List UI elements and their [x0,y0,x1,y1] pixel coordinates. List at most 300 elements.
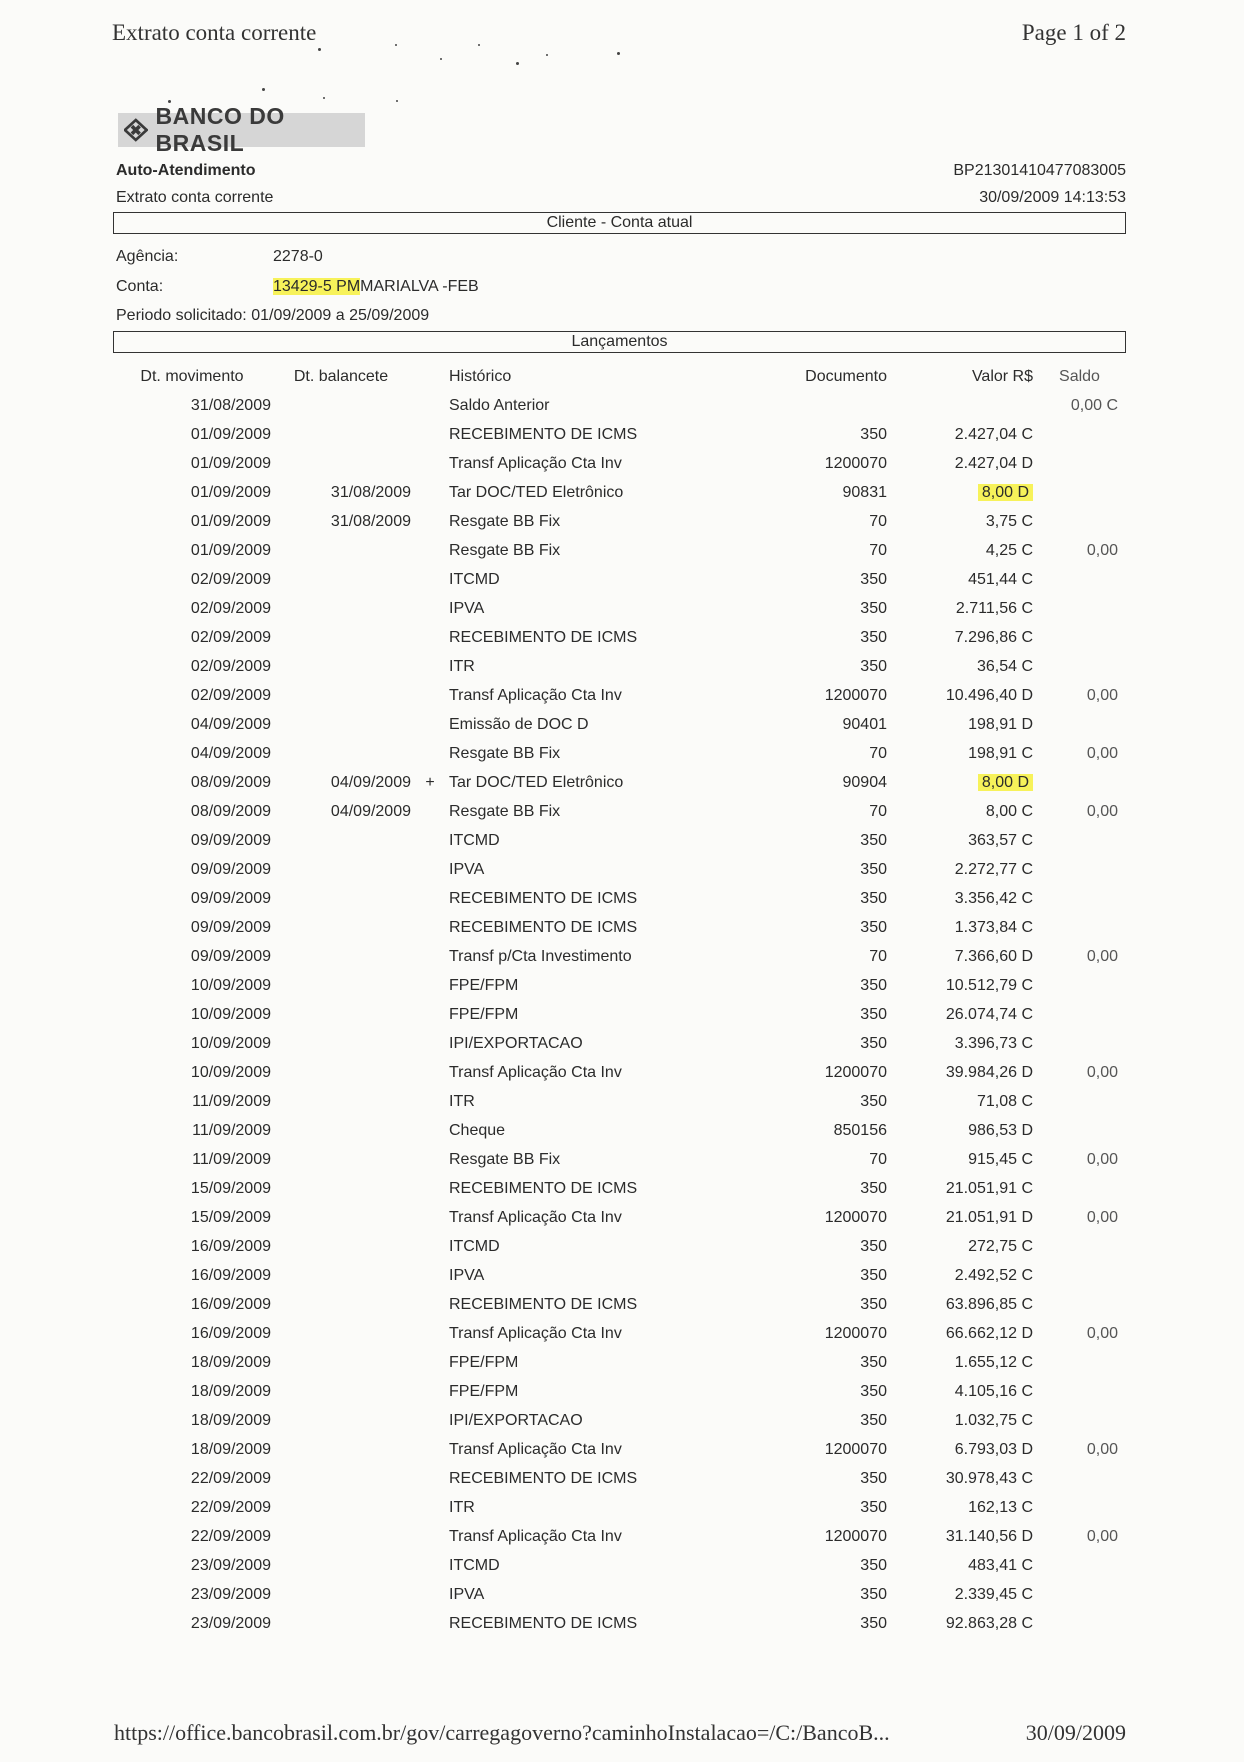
documento-text: 350 [860,1353,887,1371]
cell-saldo [1033,536,1126,565]
cell-mark [411,1377,449,1406]
cell-valor [887,681,1033,710]
cell-valor [887,1145,1033,1174]
table-row [113,739,1126,768]
dt-movimento-text: 09/09/2009 [190,918,271,936]
cell-dt-movimento [113,942,271,971]
cell-documento [749,1464,887,1493]
cell-dt-movimento [113,1145,271,1174]
cell-historico [449,1116,749,1145]
cell-dt-balancete [271,1493,411,1522]
cell-valor [887,1609,1033,1638]
dt-movimento-text: 11/09/2009 [192,1121,271,1139]
cell-valor [887,652,1033,681]
historico-text: FPE/FPM [449,1005,519,1023]
bank-logo-icon [124,118,148,142]
dt-balancete-text: 31/08/2009 [330,512,411,530]
documento-text: 350 [860,1411,887,1429]
documento-text: 1200070 [824,1527,887,1545]
saldo-text: 0,00 [1086,1527,1118,1545]
cell-documento [749,1406,887,1435]
cell-historico [449,1464,749,1493]
documento-text: 90831 [842,483,887,501]
cell-historico [449,797,749,826]
documento-text: 1200070 [824,1324,887,1342]
cell-saldo [1033,652,1126,681]
cell-saldo [1033,1377,1126,1406]
documento-text: 1200070 [824,686,887,704]
documento-text: 350 [860,831,887,849]
cell-documento [749,1000,887,1029]
saldo-text: 0,00 [1086,686,1118,704]
table-row [113,1290,1126,1319]
saldo-text: 0,00 [1086,1324,1118,1342]
dt-movimento-text: 22/09/2009 [190,1498,271,1516]
table-row [113,449,1126,478]
documento-text: 350 [860,1614,887,1632]
cell-documento [749,449,887,478]
documento-text: 350 [860,570,887,588]
dt-movimento-text: 16/09/2009 [190,1266,271,1284]
mark-text: + [425,773,435,791]
historico-text: Transf p/Cta Investimento [449,947,632,965]
table-row [113,1319,1126,1348]
cell-valor [887,1377,1033,1406]
cell-dt-balancete [271,565,411,594]
cell-valor [887,1261,1033,1290]
period-label: Periodo solicitado: [116,307,247,324]
cell-mark [411,1551,449,1580]
cell-dt-movimento [113,739,271,768]
cell-historico [449,1203,749,1232]
saldo-text: 0,00 [1086,1150,1118,1168]
cell-dt-balancete [271,1522,411,1551]
dt-movimento-text: 02/09/2009 [190,570,271,588]
cell-dt-balancete [271,681,411,710]
cell-mark [411,1493,449,1522]
cell-valor [887,971,1033,1000]
cell-documento [749,652,887,681]
table-row [113,1000,1126,1029]
documento-text: 90904 [842,773,887,791]
printed-timestamp: 30/09/2009 14:13:53 [979,189,1126,206]
cell-valor [887,1319,1033,1348]
dt-movimento-text: 09/09/2009 [190,889,271,907]
cell-valor [887,884,1033,913]
historico-text: Transf Aplicação Cta Inv [449,1324,622,1342]
cell-mark [411,1435,449,1464]
cell-dt-movimento [113,1551,271,1580]
dt-movimento-text: 22/09/2009 [190,1527,271,1545]
cell-saldo [1033,739,1126,768]
table-row [113,1232,1126,1261]
valor-text: 363,57 C [968,831,1033,849]
entries-section-header: Lançamentos [113,331,1126,353]
cell-mark [411,1464,449,1493]
dt-movimento-text: 31/08/2009 [190,396,271,414]
cell-saldo [1033,1522,1126,1551]
documento-text: 70 [869,802,887,820]
cell-historico [449,739,749,768]
entries-body [113,391,1126,1638]
documento-text: 70 [869,512,887,530]
documento-text: 70 [869,541,887,559]
cell-documento [749,1609,887,1638]
footer-date: 30/09/2009 [1025,1720,1126,1745]
cell-dt-movimento [113,449,271,478]
documento-text: 350 [860,1585,887,1603]
cell-historico [449,768,749,797]
cell-mark [411,1580,449,1609]
cell-dt-movimento [113,1406,271,1435]
dt-movimento-text: 01/09/2009 [190,425,271,443]
cell-historico [449,913,749,942]
dt-movimento-text: 02/09/2009 [190,657,271,675]
cell-dt-balancete [271,652,411,681]
cell-saldo [1033,1609,1126,1638]
cell-dt-movimento [113,1522,271,1551]
conta-label: Conta: [116,278,164,295]
cell-mark [411,478,449,507]
cell-dt-movimento [113,1174,271,1203]
cell-saldo [1033,1580,1126,1609]
documento-text: 850156 [833,1121,887,1139]
cell-documento [749,1116,887,1145]
cell-saldo [1033,1406,1126,1435]
saldo-text: 0,00 [1086,802,1118,820]
cell-mark [411,942,449,971]
valor-text: 66.662,12 D [945,1324,1033,1342]
cell-documento [749,1261,887,1290]
valor-text: 272,75 C [968,1237,1033,1255]
valor-text: 483,41 C [968,1556,1033,1574]
cell-saldo [1033,1087,1126,1116]
valor-text: 39.984,26 D [945,1063,1033,1081]
historico-text: RECEBIMENTO DE ICMS [449,628,638,646]
valor-text: 71,08 C [976,1092,1033,1110]
cell-mark [411,1261,449,1290]
valor-text: 31.140,56 D [945,1527,1033,1545]
cell-saldo [1033,1464,1126,1493]
scan-speck [323,97,325,99]
cell-valor [887,1348,1033,1377]
col-header-dt-balancete: Dt. balancete [293,367,389,385]
cell-documento [749,1232,887,1261]
period [116,307,429,325]
cell-dt-balancete [271,507,411,536]
table-row [113,1435,1126,1464]
historico-text: ITR [449,1498,475,1516]
cell-dt-balancete [271,1145,411,1174]
documento-text: 350 [860,918,887,936]
historico-text: Saldo Anterior [449,396,550,414]
historico-text: IPVA [449,860,485,878]
cell-valor [887,623,1033,652]
cell-dt-balancete [271,971,411,1000]
cell-dt-movimento [113,1609,271,1638]
cell-historico [449,1232,749,1261]
cell-saldo [1033,1000,1126,1029]
cell-saldo [1033,768,1126,797]
cell-dt-movimento [113,1377,271,1406]
cell-documento [749,913,887,942]
cell-valor [887,1406,1033,1435]
cell-dt-balancete [271,1377,411,1406]
cell-valor [887,1203,1033,1232]
documento-text: 350 [860,599,887,617]
cell-valor [887,391,1033,420]
cell-saldo [1033,507,1126,536]
cell-historico [449,478,749,507]
table-row [113,768,1126,797]
valor-text: 63.896,85 C [945,1295,1033,1313]
cell-valor [887,507,1033,536]
documento-text: 350 [860,425,887,443]
cell-saldo [1033,594,1126,623]
valor-text: 451,44 C [968,570,1033,588]
cell-dt-balancete [271,855,411,884]
cell-dt-balancete [271,623,411,652]
cell-documento [749,594,887,623]
cell-historico [449,1174,749,1203]
historico-text: RECEBIMENTO DE ICMS [449,1469,638,1487]
cell-historico [449,391,749,420]
cell-documento [749,1058,887,1087]
valor-text: 8,00 D [978,774,1033,791]
cell-mark [411,1232,449,1261]
cell-documento [749,1348,887,1377]
table-row [113,942,1126,971]
historico-text: Transf Aplicação Cta Inv [449,1440,622,1458]
historico-text: IPVA [449,1585,485,1603]
cell-valor [887,1174,1033,1203]
col-header-saldo: Saldo [1059,367,1100,385]
bank-logo [118,103,365,156]
cell-historico [449,971,749,1000]
cell-documento [749,565,887,594]
conta-number: 13429-5 PM [273,278,361,295]
bank-logo-text: BANCO DO BRASIL [155,103,285,156]
historico-text: Tar DOC/TED Eletrônico [449,483,624,501]
table-row [113,1029,1126,1058]
cell-historico [449,536,749,565]
valor-text: 915,45 C [968,1150,1033,1168]
dt-movimento-text: 23/09/2009 [190,1585,271,1603]
documento-text: 350 [860,889,887,907]
valor-text: 8,00 C [985,802,1033,820]
documento-text: 350 [860,1498,887,1516]
cell-valor [887,1435,1033,1464]
saldo-text: 0,00 [1086,1063,1118,1081]
cell-documento [749,710,887,739]
documento-text: 350 [860,1295,887,1313]
cell-dt-movimento [113,623,271,652]
valor-text: 3.356,42 C [954,889,1033,907]
cell-saldo [1033,623,1126,652]
cell-mark [411,1609,449,1638]
dt-movimento-text: 02/09/2009 [190,686,271,704]
cell-dt-movimento [113,681,271,710]
table-row [113,1406,1126,1435]
saldo-text: 0,00 [1086,541,1118,559]
scan-speck [318,48,321,51]
cell-saldo [1033,1435,1126,1464]
valor-text: 162,13 C [968,1498,1033,1516]
cell-documento [749,1029,887,1058]
cell-dt-balancete [271,1232,411,1261]
valor-text: 986,53 D [968,1121,1033,1139]
historico-text: ITCMD [449,1556,500,1574]
cell-dt-movimento [113,652,271,681]
table-row [113,1522,1126,1551]
valor-text: 2.339,45 C [954,1585,1033,1603]
cell-historico [449,420,749,449]
cell-documento [749,1290,887,1319]
cell-valor [887,1058,1033,1087]
documento-text: 350 [860,657,887,675]
col-header-valor: Valor R$ [971,367,1033,385]
cell-mark [411,507,449,536]
dt-movimento-text: 15/09/2009 [190,1179,271,1197]
cell-documento [749,391,887,420]
dt-movimento-text: 16/09/2009 [190,1237,271,1255]
scan-speck [395,44,397,46]
cell-valor [887,710,1033,739]
entries-table [113,362,1126,1638]
cell-dt-balancete [271,1174,411,1203]
cell-historico [449,1319,749,1348]
agencia-label: Agência: [116,248,179,265]
table-row [113,478,1126,507]
col-header-historico: Histórico [449,367,512,385]
valor-text: 26.074,74 C [945,1005,1033,1023]
historico-text: RECEBIMENTO DE ICMS [449,425,638,443]
cell-dt-movimento [113,913,271,942]
documento-text: 70 [869,744,887,762]
cell-saldo [1033,710,1126,739]
cell-saldo [1033,1058,1126,1087]
cell-saldo [1033,1319,1126,1348]
cell-dt-movimento [113,1116,271,1145]
documento-text: 350 [860,628,887,646]
conta-name: MARIALVA -FEB [360,278,479,295]
cell-valor [887,478,1033,507]
cell-dt-movimento [113,884,271,913]
table-row [113,971,1126,1000]
cell-documento [749,1174,887,1203]
cell-dt-balancete [271,420,411,449]
cell-saldo [1033,1290,1126,1319]
saldo-text: 0,00 C [1070,396,1118,414]
cell-mark [411,1000,449,1029]
historico-text: FPE/FPM [449,1382,519,1400]
cell-dt-balancete [271,1464,411,1493]
scan-speck [396,100,398,102]
cell-dt-movimento [113,1580,271,1609]
cell-saldo [1033,1493,1126,1522]
client-section-header: Cliente - Conta atual [113,212,1126,234]
cell-dt-balancete [271,1435,411,1464]
cell-dt-balancete [271,1087,411,1116]
cell-dt-movimento [113,1348,271,1377]
cell-historico [449,565,749,594]
table-row [113,826,1126,855]
dt-movimento-text: 18/09/2009 [190,1411,271,1429]
cell-dt-balancete [271,1348,411,1377]
cell-mark [411,1406,449,1435]
cell-valor [887,826,1033,855]
cell-dt-balancete [271,797,411,826]
valor-text: 10.512,79 C [945,976,1033,994]
historico-text: IPI/EXPORTACAO [449,1411,583,1429]
service-name: Auto-Atendimento [116,162,256,179]
dt-movimento-text: 23/09/2009 [190,1614,271,1632]
cell-valor [887,1000,1033,1029]
dt-movimento-text: 08/09/2009 [190,802,271,820]
cell-documento [749,507,887,536]
dt-movimento-text: 01/09/2009 [190,454,271,472]
cell-documento [749,1493,887,1522]
cell-mark [411,739,449,768]
cell-valor [887,594,1033,623]
documento-text: 70 [869,1150,887,1168]
cell-historico [449,1522,749,1551]
cell-historico [449,1348,749,1377]
cell-saldo [1033,1551,1126,1580]
statement-type: Extrato conta corrente [116,189,274,206]
cell-dt-movimento [113,1319,271,1348]
cell-valor [887,1493,1033,1522]
cell-saldo [1033,1174,1126,1203]
historico-text: Transf Aplicação Cta Inv [449,1527,622,1545]
dt-movimento-text: 10/09/2009 [190,1034,271,1052]
cell-mark [411,971,449,1000]
cell-saldo [1033,1116,1126,1145]
cell-saldo [1033,565,1126,594]
historico-text: ITR [449,1092,475,1110]
dt-movimento-text: 02/09/2009 [190,599,271,617]
historico-text: IPI/EXPORTACAO [449,1034,583,1052]
cell-historico [449,855,749,884]
cell-valor [887,913,1033,942]
table-row [113,1464,1126,1493]
cell-historico [449,623,749,652]
valor-text: 8,00 D [978,484,1033,501]
table-row [113,623,1126,652]
cell-mark [411,420,449,449]
cell-documento [749,1580,887,1609]
table-row [113,855,1126,884]
cell-dt-balancete [271,1406,411,1435]
valor-text: 2.272,77 C [954,860,1033,878]
table-row [113,1203,1126,1232]
cell-dt-movimento [113,826,271,855]
cell-dt-balancete [271,1290,411,1319]
documento-text: 350 [860,1237,887,1255]
cell-dt-movimento [113,1493,271,1522]
cell-historico [449,449,749,478]
dt-movimento-text: 10/09/2009 [190,1005,271,1023]
cell-valor [887,797,1033,826]
cell-saldo [1033,855,1126,884]
cell-dt-movimento [113,565,271,594]
cell-dt-balancete [271,478,411,507]
cell-valor [887,1522,1033,1551]
cell-mark [411,449,449,478]
dt-movimento-text: 02/09/2009 [190,628,271,646]
cell-documento [749,1145,887,1174]
cell-dt-movimento [113,478,271,507]
